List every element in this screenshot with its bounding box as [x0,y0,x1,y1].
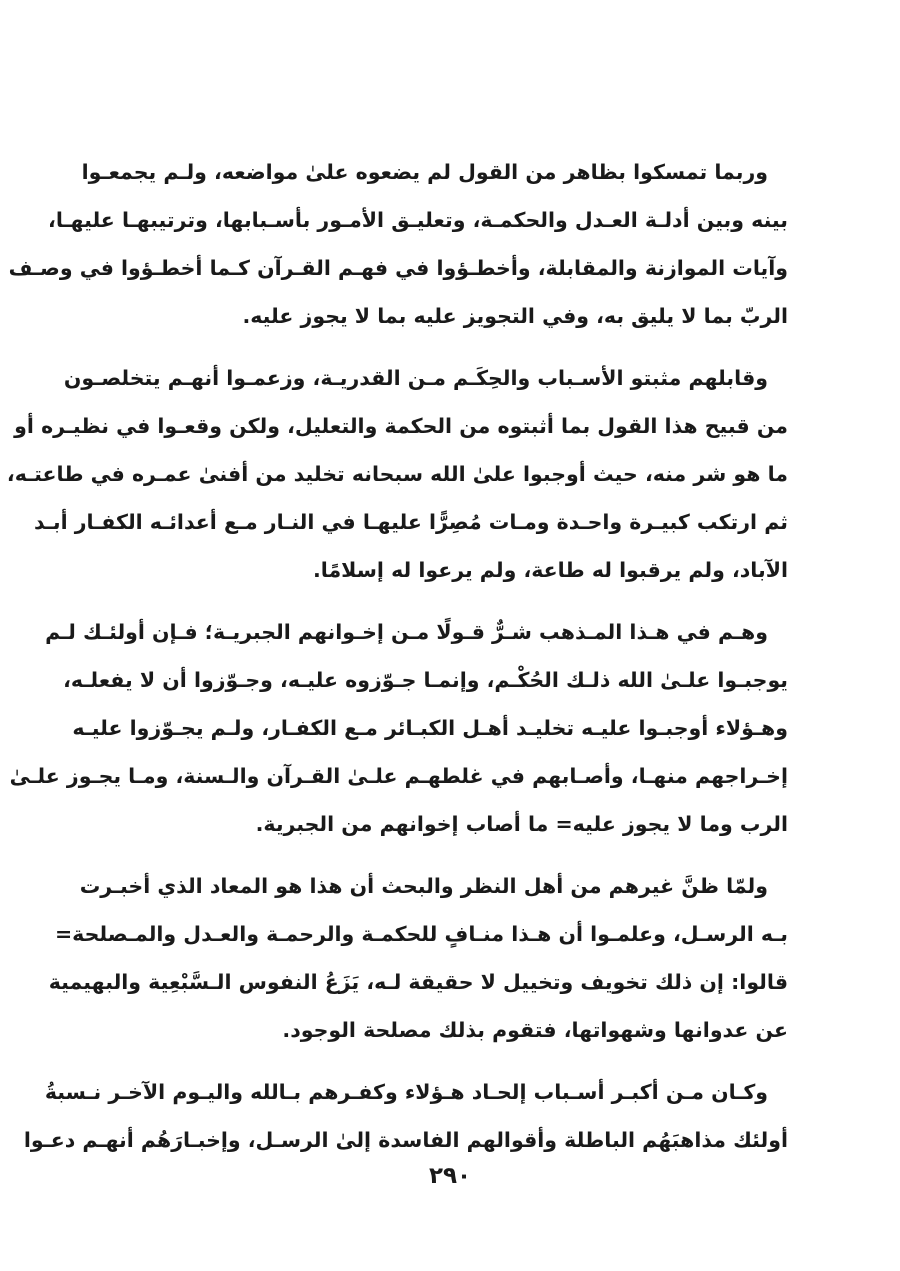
text-line: وآيات الموازنة والمقابلة، وأخطـؤوا في فهـم القـرآن كـما أخطـؤوا في وصـف [8,256,788,280]
text-line: عن عدوانها وشهواتها، فتقوم بذلك مصلحة الوجود. [282,1018,788,1042]
paragraph-1 [8,148,788,340]
text-line: الآباد، ولم يرقبوا له طاعة، ولم يرعوا له إسلامًا. [313,558,788,582]
body-text [6,148,788,1178]
text-line: من قبيح هذا القول بما أثبتوه من الحكمة والتعليل، ولكن وقعـوا في نظيـره أو [14,414,788,438]
text-line: وكـان مـن أكبـر أسـباب إلحـاد هـؤلاء وكفـرهم بـالله واليـوم الآخـر نـسبةُ [44,1080,768,1104]
text-line: بـه الرسـل، وعلمـوا أن هـذا منـافٍ للحكمـة والرحمـة والعـدل والمـصلحة= [55,922,788,946]
paragraph-5 [23,1068,788,1164]
text-line: يوجبـوا علـىٰ الله ذلـك الحُكْـم، وإنمـا جـوّزوه عليـه، وجـوّزوا أن لا يفعلـه، [63,668,788,692]
text-line: أولئك مذاهبَهُم الباطلة وأقوالهم الفاسدة إلىٰ الرسـل، وإخبـارَهُم أنهـم دعـوا [23,1128,788,1152]
text-line: ولمّا ظنَّ غيرهم من أهل النظر والبحث أن هذا هو المعاد الذي أخبـرت [79,874,768,898]
text-line: إخـراجهم منهـا، وأصـابهم في غلطهـم علـىٰ القـرآن والـسنة، ومـا يجـوز علـىٰ [9,764,788,788]
text-line: الرب وما لا يجوز عليه= ما أصاب إخوانهم من الجبرية. [255,812,788,836]
text-line: وهـؤلاء أوجبـوا عليـه تخليـد أهـل الكبـائر مـع الكفـار، ولـم يجـوّزوا عليـه [72,716,788,740]
text-line: وهـم في هـذا المـذهب شـرٌّ قـولًا مـن إخـوانهم الجبريـة؛ فـإن أولئـك لـم [45,620,768,644]
text-line: قالوا: إن ذلك تخويف وتخييل لا حقيقة لـه، يَزَعُ النفوس الـسَّبْعِية والبهيمية [48,970,788,994]
page-number: ٢٩٠ [428,1163,472,1189]
text-line: الربّ بما لا يليق به، وفي التجويز عليه بما لا يجوز عليه. [242,304,788,328]
paragraph-3 [9,608,788,848]
text-line: بينه وبين أدلـة العـدل والحكمـة، وتعليـق الأمـور بأسـبابها، وترتيبهـا عليهـا، [48,208,788,232]
text-line: ما هو شر منه، حيث أوجبوا علىٰ الله سبحانه تخليد من أفنىٰ عمـره في طاعتـه، [6,462,788,486]
text-line: وربما تمسكوا بظاهر من القول لم يضعوه علىٰ مواضعه، ولـم يجمعـوا [81,160,768,184]
paragraph-2 [6,354,788,594]
text-line: ثم ارتكب كبيـرة واحـدة ومـات مُصِرًّا عليهـا في النـار مـع أعدائـه الكفـار أبـد [34,510,788,534]
paragraph-4 [48,862,788,1054]
text-line: وقابلهم مثبتو الأسـباب والحِكَـم مـن القدريـة، وزعمـوا أنهـم يتخلصـون [63,366,768,390]
